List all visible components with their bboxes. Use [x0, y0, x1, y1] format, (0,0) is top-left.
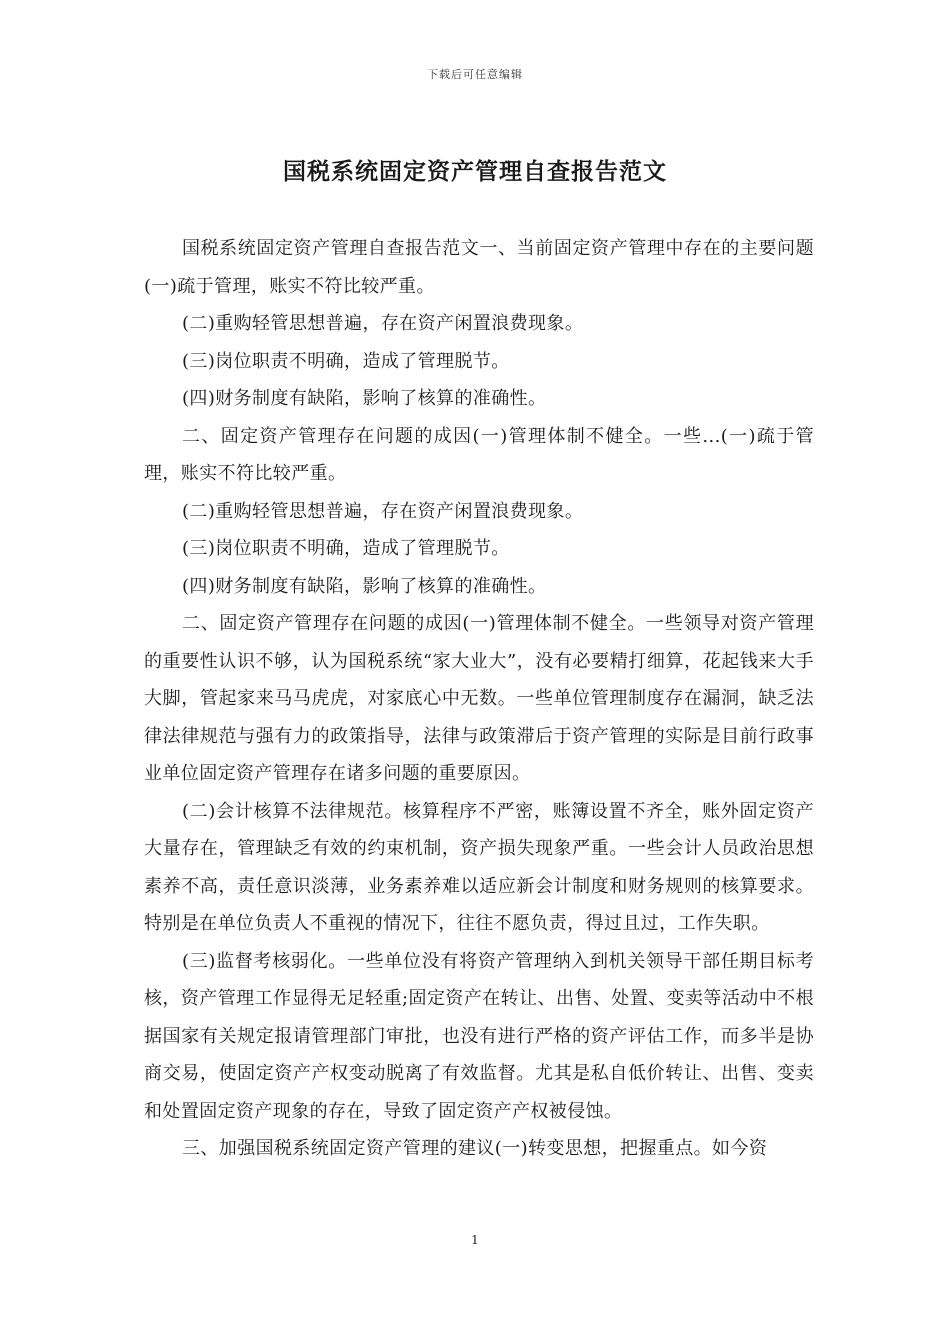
paragraph: (三)岗位职责不明确，造成了管理脱节。: [182, 350, 510, 372]
paragraph: (二)会计核算不法律规范。核算程序不严密，账簿设置不齐全，账外固定资产大量存在，管理缺乏有效的约束机制，资产损失现象严重。一些会计人员政治思想素养不高，责任意识淡薄，业务素养难以适应新会计制度和财务规则的核算要求。特别是在单位负责人不重视的情况下，往往不愿负责，得过且过，工作失职。: [144, 800, 814, 934]
paragraph: (三)岗位职责不明确，造成了管理脱节。: [182, 538, 510, 559]
paragraph: (四)财务制度有缺陷，影响了核算的准确性。: [182, 388, 547, 409]
page-header-note: 下载后可任意编辑: [427, 68, 523, 81]
paragraph: (二)重购轻管思想普遍，存在资产闲置浪费现象。: [182, 500, 584, 522]
paragraph: (四)财务制度有缺陷，影响了核算的准确性。: [182, 575, 547, 597]
document-body: [144, 230, 814, 1168]
paragraph: (三)监督考核弱化。一些单位没有将资产管理纳入到机关领导干部任期目标考核，资产管理工作显得无足轻重;固定资产在转让、出售、处置、变卖等活动中不根据国家有关规定报请管理部门审批，也没有进行严格的资产评估工作，而多半是协商交易，使固定资产产权变动脱离了有效监督。尤其是私自低价转让、出售、变卖和处置固定资产现象的存在，导致了固定资产产权被侵蚀。: [144, 950, 814, 1122]
document-title: 国税系统固定资产管理自查报告范文: [283, 158, 667, 185]
paragraph: (二)重购轻管思想普遍，存在资产闲置浪费现象。: [182, 313, 584, 334]
paragraph: 二、固定资产管理存在问题的成因(一)管理体制不健全。一些...(一)疏于管理，账实不符比较严重。: [144, 425, 814, 484]
paragraph: 二、固定资产管理存在问题的成因(一)管理体制不健全。一些领导对资产管理的重要性认识不够，认为国税系统“家大业大”，没有必要精打细算，花起钱来大手大脚，管起家来马马虎虎，对家底心中无数。一些单位管理制度存在漏洞，缺乏法律法律规范与强有力的政策指导，法律与政策滞后于资产管理的实际是目前行政事业单位固定资产管理存在诸多问题的重要原因。: [144, 613, 814, 784]
paragraph: 三、加强国税系统固定资产管理的建议(一)转变思想，把握重点。如今资: [182, 1138, 768, 1159]
paragraph: 国税系统固定资产管理自查报告范文一、当前固定资产管理中存在的主要问题(一)疏于管理，账实不符比较严重。: [144, 238, 814, 297]
page-number: 1: [471, 1233, 479, 1247]
